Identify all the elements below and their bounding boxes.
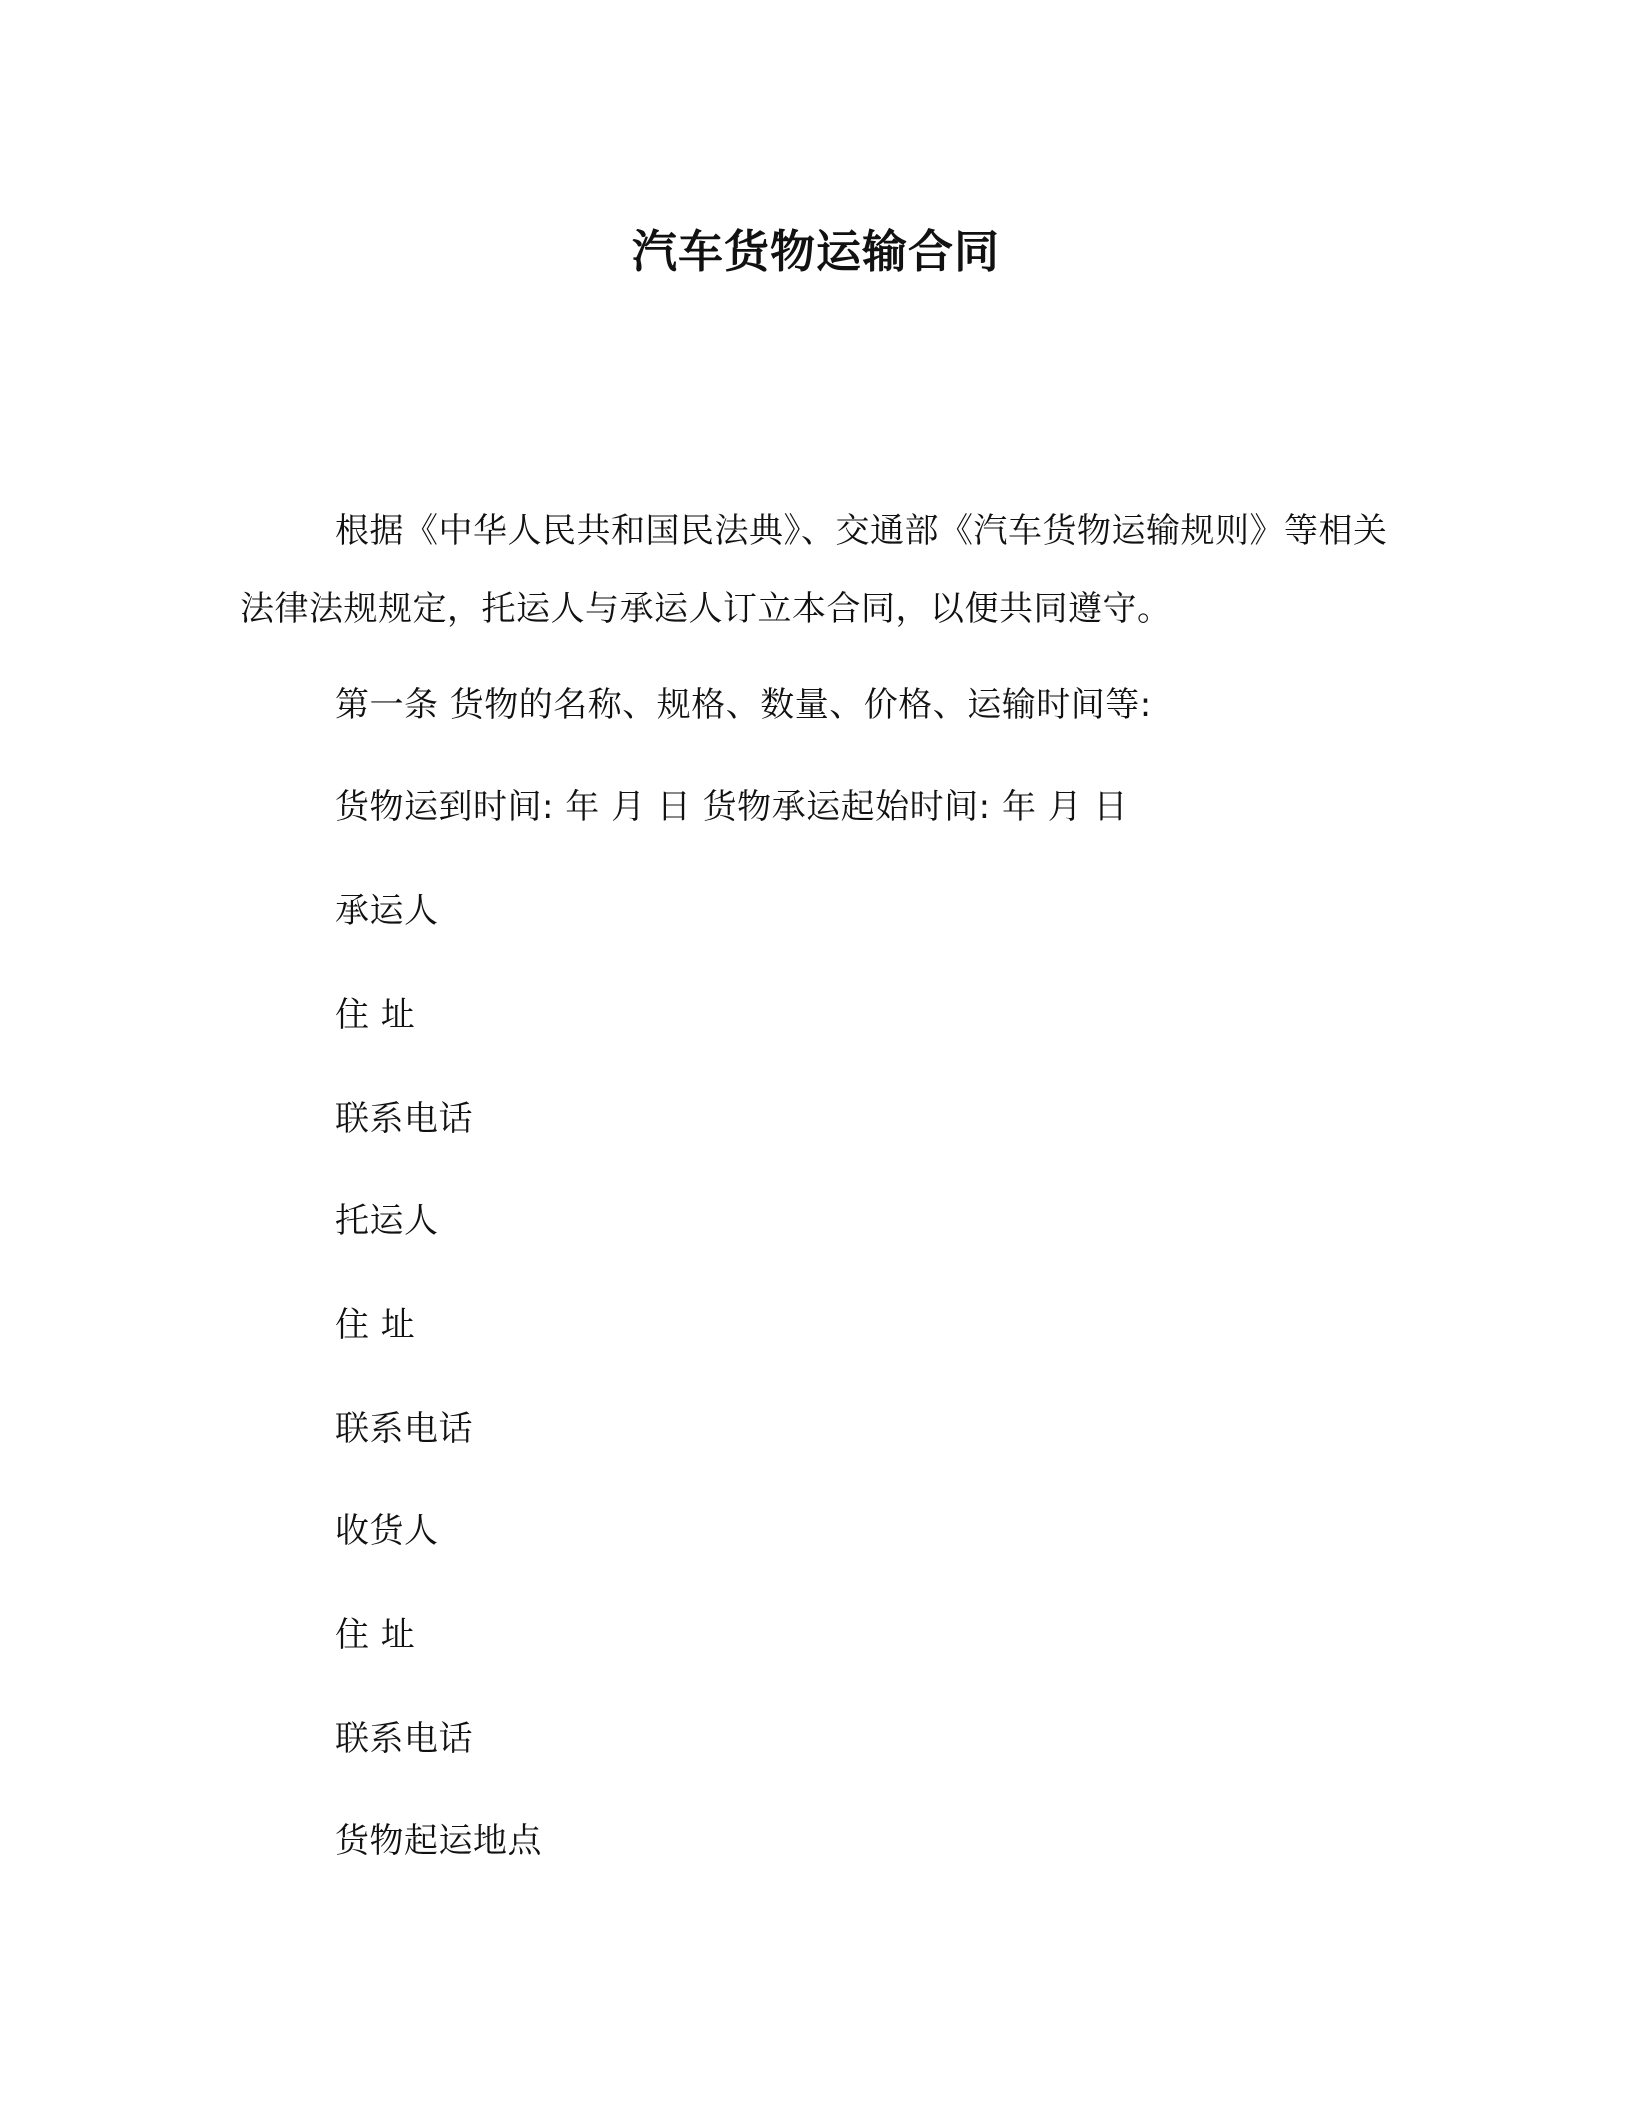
carrier-phone-label: 联系电话 — [335, 1099, 473, 1139]
consignee-label: 收货人 — [335, 1511, 439, 1551]
document-title: 汽车货物运输合同 — [631, 225, 1000, 278]
shipper-label: 托运人 — [335, 1201, 439, 1241]
consignee-phone-label: 联系电话 — [335, 1719, 473, 1759]
carrier-address-label: 住 址 — [335, 995, 416, 1035]
shipper-address-label: 住 址 — [335, 1305, 416, 1345]
carrier-label: 承运人 — [335, 891, 439, 931]
shipper-phone-label: 联系电话 — [335, 1409, 473, 1449]
origin-location-label: 货物起运地点 — [335, 1821, 542, 1861]
article-1-heading: 第一条 货物的名称、规格、数量、价格、运输时间等: — [335, 685, 1152, 725]
delivery-times-line: 货物运到时间: 年 月 日 货物承运起始时间: 年 月 日 — [335, 787, 1129, 827]
consignee-address-label: 住 址 — [335, 1615, 416, 1655]
intro-paragraph: 根据《中华人民共和国民法典》、交通部《汽车货物运输规则》等相关法律法规规定，托运人与承运人订立本合同，以便共同遵守。 — [240, 511, 1388, 629]
